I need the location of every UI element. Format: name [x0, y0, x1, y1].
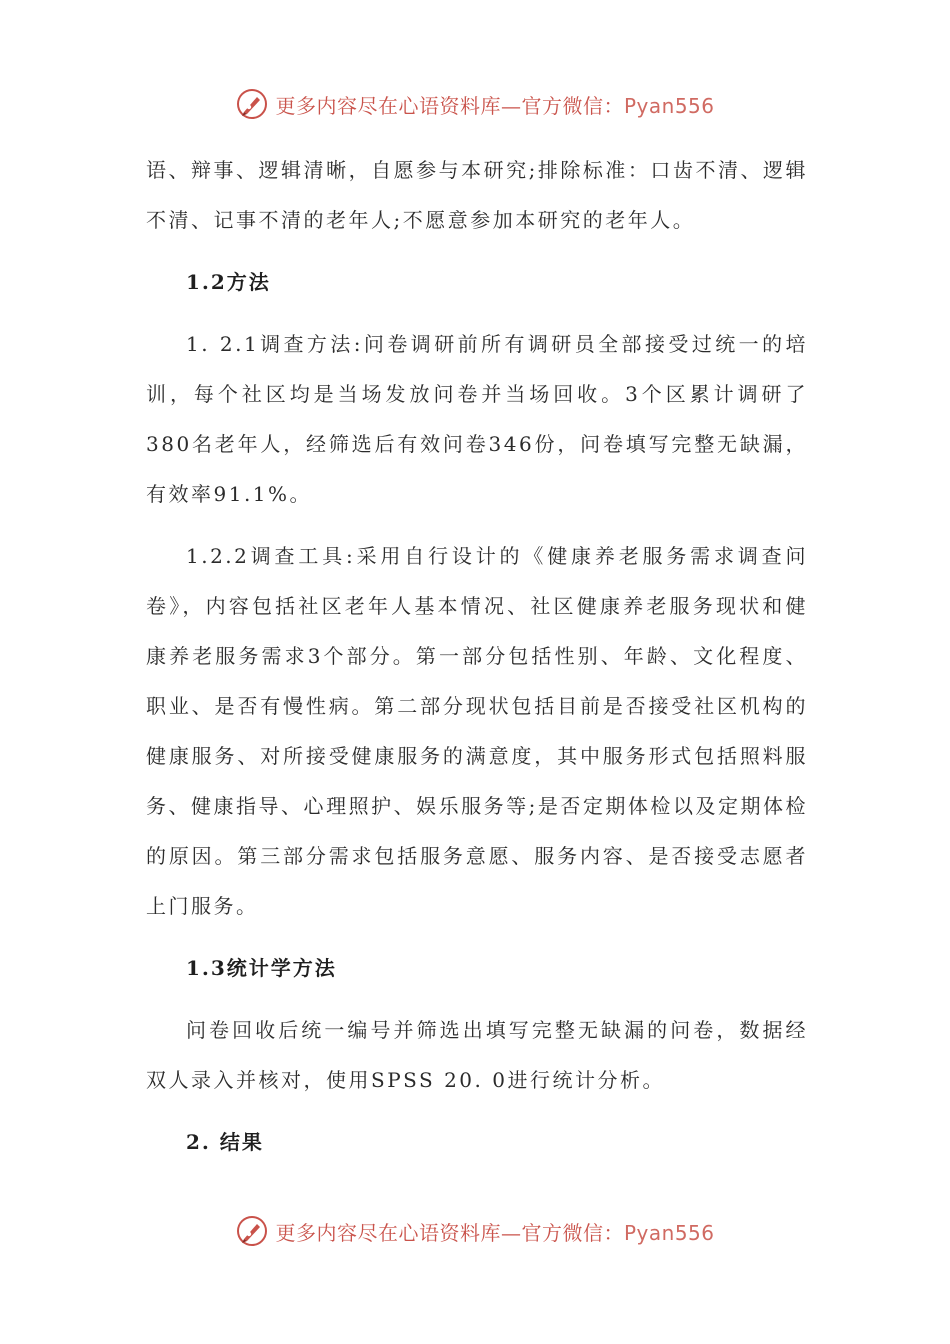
pen-logo-icon: [235, 1214, 269, 1248]
paragraph-criteria: 语、辩事、逻辑清晰，自愿参与本研究;排除标准：口齿不清、逻辑不清、记事不清的老年人;不愿意参加本研究的老年人。: [146, 158, 808, 232]
paragraph-survey-method: 1. 2.1调查方法:问卷调研前所有调研员全部接受过统一的培训，每个社区均是当场发放问卷并当场回收。3个区累计调研了 380名老年人，经筛选后有效问卷346份，问卷填写完整无缺漏，有效率91.1%。: [146, 332, 808, 506]
banner-label: 更多内容尽在心语资料库—官方微信：: [275, 93, 624, 118]
paragraph-survey-tool: 1.2.2调查工具:采用自行设计的《健康养老服务需求调查问卷》，内容包括社区老年人基本情况、社区健康养老服务现状和健康养老服务需求3个部分。第一部分包括性别、年龄、文化程度、职业、是否有慢性病。第二部分现状包括目前是否接受社区机构的健康服务、对所接受健康服务的满意度，其中服务形式包括照料服务、健康指导、心理照护、娱乐服务等;是否定期体检以及定期体检的原因。第三部分需求包括服务意愿、服务内容、是否接受志愿者上门服务。: [146, 544, 808, 918]
banner-label: 更多内容尽在心语资料库—官方微信：: [275, 1220, 624, 1245]
pen-logo-icon: [235, 87, 269, 121]
banner-text: [275, 1217, 714, 1246]
section-heading-2: 2. 结果: [186, 1130, 264, 1154]
banner-wechat-id: Pyan556: [623, 1220, 715, 1245]
banner-text: [275, 90, 714, 119]
section-heading-1-2: 1.2方法: [186, 270, 271, 294]
footer-banner: [0, 1211, 950, 1251]
document-body: [146, 145, 808, 1179]
banner-wechat-id: Pyan556: [623, 93, 715, 118]
header-banner: [0, 84, 950, 124]
section-heading-1-3: 1.3统计学方法: [186, 956, 337, 980]
paragraph-statistics: 问卷回收后统一编号并筛选出填写完整无缺漏的问卷，数据经双人录入并核对，使用SPSS 20. 0进行统计分析。: [146, 1018, 808, 1092]
